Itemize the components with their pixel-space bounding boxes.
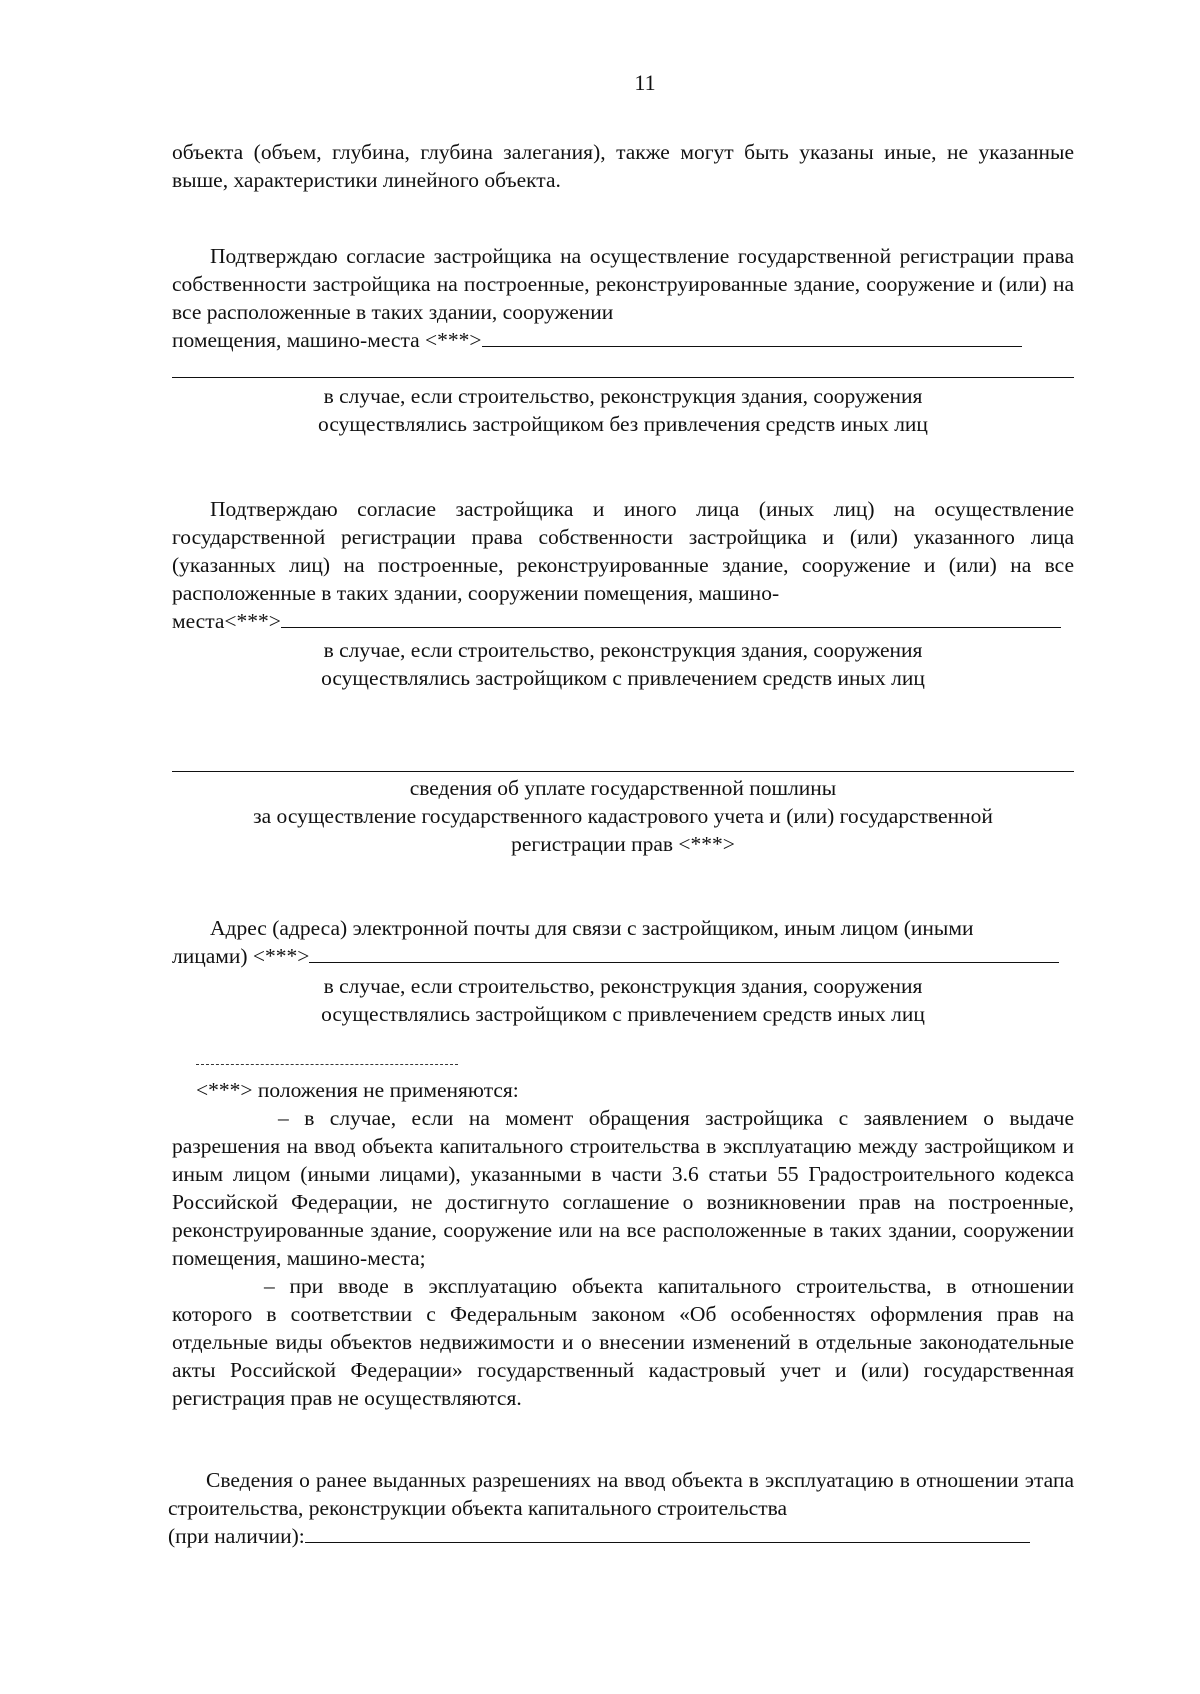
fee-info-line[interactable] (172, 771, 1074, 772)
fee-info-caption (172, 774, 1074, 858)
email-fill-line[interactable] (309, 944, 1059, 963)
email-fill-row (172, 942, 1059, 970)
consent-builder-others-caption-line2: осуществлялись застройщиком с привлечением средств иных лиц (321, 666, 925, 690)
footnote-item-2: – при вводе в эксплуатацию объекта капитального строительства, в отношении которого в соответствии с Федеральным законом «Об особенностях оформления прав на отдельные виды объектов недвижимости и о внесении изменений в отдельные законодательные акты Российской Федерации» государственный кадастровый учет и (или) государственная регистрация прав не осуществляются. (172, 1274, 1074, 1410)
fee-info-caption-line1: сведения об уплате государственной пошлины (409, 776, 837, 800)
consent-builder-others-paragraph: Подтверждаю согласие застройщика и иного лица (иных лиц) на осуществление государственной регистрации права собственности застройщика и (или) указанного лица (указанных лиц) на построенные, реконструированные здание, сооружение и (или) на все расположенные в таких здании, сооружении помещения, машино- (172, 497, 1074, 605)
email-caption-line2: осуществлялись застройщиком с привлечением средств иных лиц (321, 1002, 925, 1026)
footnote-item-1: – в случае, если на момент обращения застройщика с заявлением о выдаче разрешения на ввод объекта капитального строительства в эксплуатацию между застройщиком и иным лицом (иными лицами), указанными в части 3.6 статьи 55 Градостроительного кодекса Российской Федерации, не достигнуто соглашение о возникновении прав на построенные, реконструированные здание, сооружение или на все расположенные в таких здании, сооружении помещения, машино-места; (172, 1106, 1074, 1270)
consent-builder-others-caption (172, 636, 1074, 692)
consent-builder-others-last-line: места<***> (172, 609, 281, 633)
consent-builder-paragraph: Подтверждаю согласие застройщика на осуществление государственной регистрации права собственности застройщика на построенные, реконструированные здание, сооружение и (или) на все расположенные в таких здании, сооружении (172, 244, 1074, 324)
consent-builder-last-line: помещения, машино-места <***> (172, 328, 482, 352)
email-paragraph: Адрес (адреса) электронной почты для связи с застройщиком, иным лицом (иными (210, 916, 974, 940)
consent-builder-caption-line1: в случае, если строительство, реконструкция здания, сооружения (323, 384, 923, 408)
prior-permits-fill-line[interactable] (305, 1524, 1030, 1543)
consent-builder-others-fill-line[interactable] (281, 609, 1061, 628)
prior-permits-last-line: (при наличии): (168, 1524, 305, 1548)
fee-info-caption-line3: регистрации прав <***> (511, 832, 735, 856)
page-number: 11 (634, 70, 656, 95)
consent-builder-signature-line[interactable] (172, 377, 1074, 378)
footnote-title: <***> положения не применяются: (196, 1078, 519, 1102)
footnote-separator (196, 1064, 458, 1065)
fee-info-caption-line2: за осуществление государственного кадастрового учета и (или) государственной (253, 804, 993, 828)
consent-builder-fill-line[interactable] (482, 328, 1022, 347)
email-caption-line1: в случае, если строительство, реконструкция здания, сооружения (323, 974, 923, 998)
intro-paragraph: объекта (объем, глубина, глубина залегания), также могут быть указаны иные, не указанные выше, характеристики линейного объекта. (172, 140, 1074, 192)
email-last-line: лицами) <***> (172, 944, 310, 968)
consent-builder-fill-row (172, 326, 1022, 354)
email-caption (172, 972, 1074, 1028)
consent-builder-caption (172, 382, 1074, 438)
prior-permits-paragraph: Сведения о ранее выданных разрешениях на ввод объекта в эксплуатацию в отношении этапа строительства, реконструкции объекта капитального строительства (168, 1468, 1074, 1520)
consent-builder-others-caption-line1: в случае, если строительство, реконструкция здания, сооружения (323, 638, 923, 662)
consent-builder-caption-line2: осуществлялись застройщиком без привлечения средств иных лиц (318, 412, 928, 436)
prior-permits-fill-row (168, 1522, 1030, 1550)
consent-builder-others-fill-row (172, 607, 1061, 635)
